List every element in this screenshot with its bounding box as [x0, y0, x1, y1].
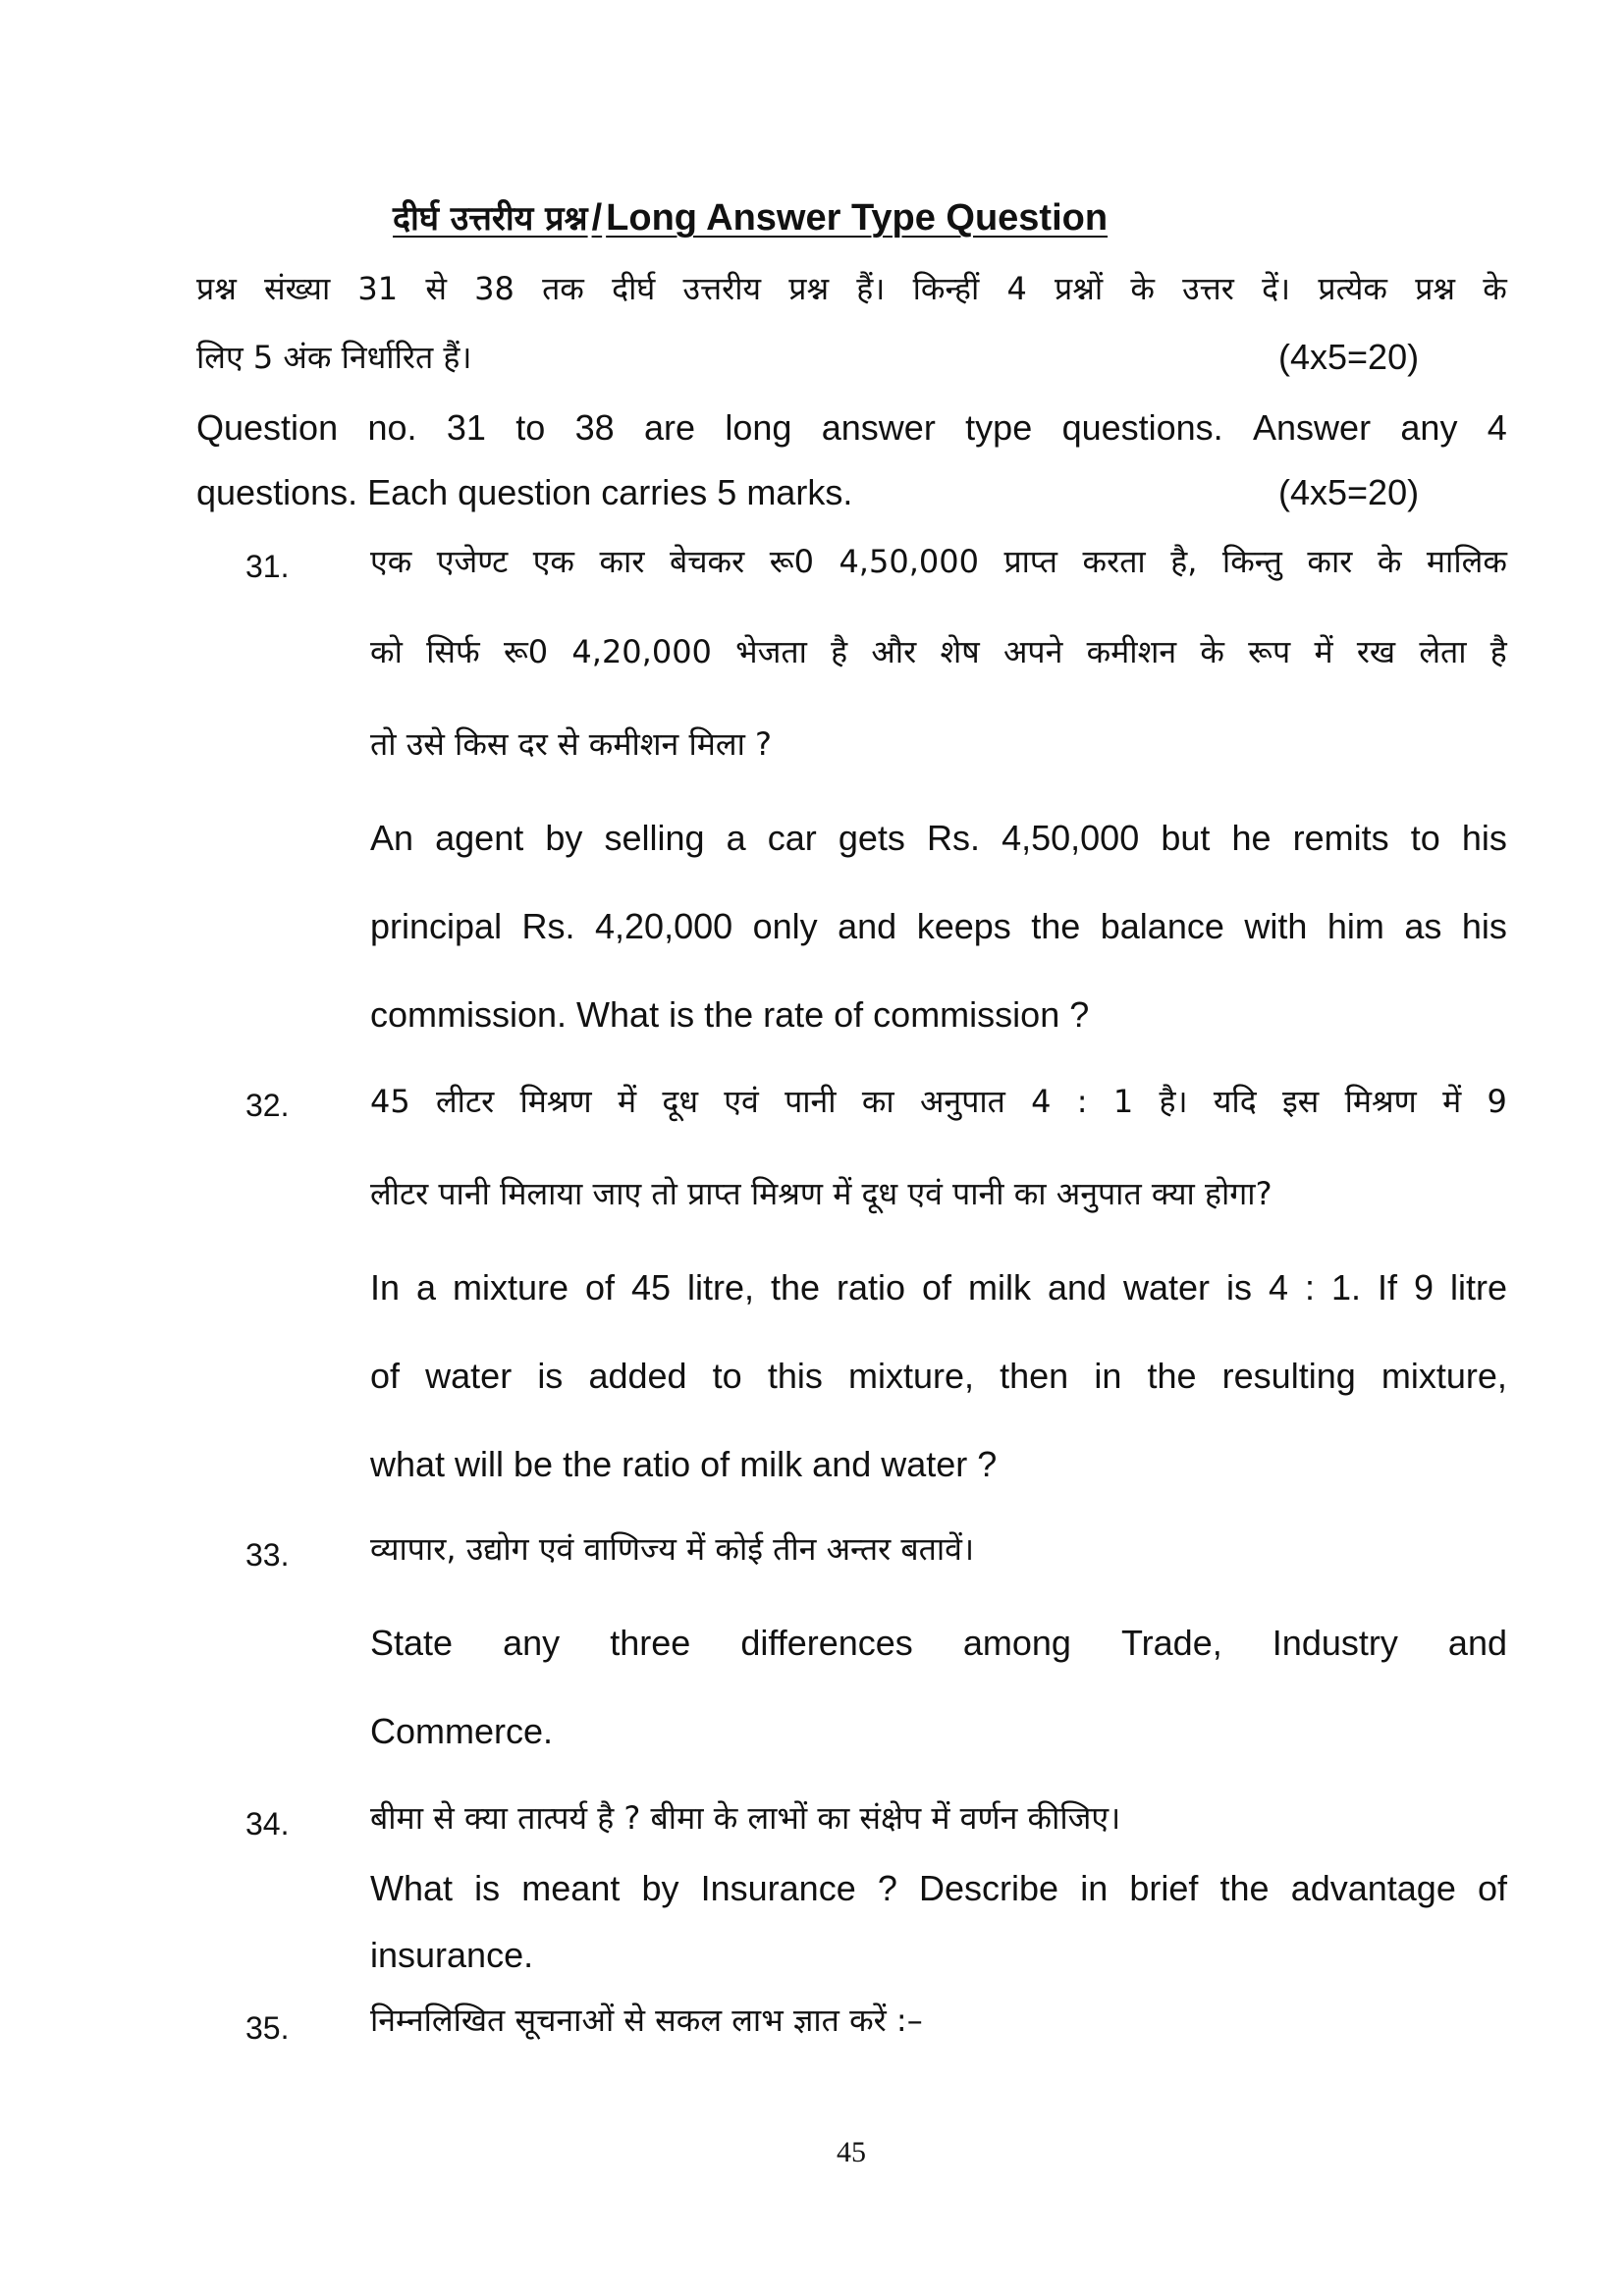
- word: advantage: [1290, 1868, 1456, 1908]
- word: दीर्घ: [612, 270, 656, 307]
- question-32-english-line-2: [370, 1355, 1507, 1398]
- word: 38: [474, 270, 514, 307]
- word: the: [1219, 1868, 1270, 1908]
- word: by: [545, 818, 583, 858]
- word: a: [726, 818, 746, 858]
- word: को: [370, 633, 403, 670]
- instructions-hindi-line-2: लिए 5 अंक निर्धारित हैं।: [196, 339, 472, 376]
- word: Insurance: [700, 1868, 856, 1908]
- word: प्राप्त: [1003, 543, 1058, 580]
- question-33-hindi-line-1: व्यापार, उद्योग एवं वाणिज्य में कोई तीन अन्तर बतावें।: [370, 1530, 975, 1568]
- word: long: [725, 407, 792, 448]
- word: है,: [1170, 543, 1198, 580]
- word: Industry: [1272, 1623, 1398, 1663]
- question-number: 33.: [245, 1537, 290, 1573]
- question-31-hindi-line-3: तो उसे किस दर से कमीशन मिला ?: [370, 725, 773, 763]
- word: है।: [1159, 1083, 1188, 1120]
- word: का: [861, 1083, 894, 1120]
- word: selling: [604, 818, 705, 858]
- word: is: [474, 1868, 501, 1908]
- word: with: [1244, 906, 1308, 946]
- question-34-english-line-1: [370, 1867, 1507, 1910]
- word: के: [1483, 270, 1507, 307]
- word: to: [712, 1356, 742, 1396]
- instructions-hindi-line-1: [196, 267, 1507, 310]
- word: this: [767, 1356, 823, 1396]
- word: water: [425, 1356, 513, 1396]
- word: to: [1410, 818, 1440, 858]
- word: भेजता: [735, 633, 807, 670]
- word: उत्तरीय: [682, 270, 762, 307]
- word: of: [370, 1356, 401, 1396]
- word: अनुपात: [919, 1083, 1005, 1120]
- word: a: [416, 1267, 437, 1308]
- word: is: [537, 1356, 564, 1396]
- word: :: [1304, 1267, 1315, 1308]
- word: कमीशन: [1086, 633, 1177, 670]
- word: किन्हीं: [912, 270, 980, 307]
- word: litre,: [687, 1267, 755, 1308]
- word: and: [838, 906, 897, 946]
- word: इस: [1281, 1083, 1320, 1120]
- word: mixture,: [1380, 1356, 1507, 1396]
- word: litre: [1449, 1267, 1507, 1308]
- word: 45: [631, 1267, 672, 1308]
- word: balance: [1100, 906, 1224, 946]
- word: Answer: [1253, 407, 1372, 448]
- word: पानी: [785, 1083, 837, 1120]
- word: of: [1477, 1868, 1507, 1908]
- word: बेचकर: [669, 543, 745, 580]
- word: and: [1447, 1623, 1507, 1663]
- word: car: [767, 818, 817, 858]
- word: के: [1377, 543, 1402, 580]
- word: सिर्फ: [426, 633, 480, 670]
- word: मालिक: [1426, 543, 1507, 580]
- heading-english: Long Answer Type Question: [606, 197, 1109, 239]
- word: If: [1377, 1267, 1397, 1308]
- instructions-english-marks: (4x5=20): [1278, 472, 1420, 512]
- word: एवं: [724, 1083, 759, 1120]
- word: 4,20,000: [595, 906, 733, 946]
- instructions-english-line-2: questions. Each question carries 5 marks.: [196, 472, 853, 512]
- word: मिश्रण: [1344, 1083, 1417, 1120]
- word: लीटर: [435, 1083, 495, 1120]
- question-31-english-line-2: [370, 905, 1507, 948]
- word: State: [370, 1623, 454, 1663]
- word: agent: [435, 818, 524, 858]
- word: remits: [1292, 818, 1389, 858]
- word: कार: [599, 543, 645, 580]
- word: What: [370, 1868, 454, 1908]
- word: 4: [1268, 1267, 1289, 1308]
- word: in: [1080, 1868, 1109, 1908]
- heading-separator: /: [591, 197, 603, 239]
- word: के: [1130, 270, 1155, 307]
- question-number: 34.: [245, 1806, 290, 1842]
- word: 4: [1031, 1083, 1052, 1120]
- word: दें।: [1262, 270, 1291, 307]
- word: added: [588, 1356, 687, 1396]
- word: 31: [446, 407, 486, 448]
- word: 4,50,000: [1001, 818, 1140, 858]
- word: और: [871, 633, 917, 670]
- word: प्रश्न: [788, 270, 830, 307]
- word: his: [1461, 818, 1507, 858]
- question-number: 31.: [245, 549, 290, 584]
- word: प्रत्येक: [1318, 270, 1387, 307]
- word: Rs.: [521, 906, 575, 946]
- question-31-hindi-line-1: [370, 540, 1507, 583]
- question-number: 32.: [245, 1088, 290, 1123]
- question-33-english-line-1: [370, 1622, 1507, 1665]
- word: रख: [1356, 633, 1396, 670]
- word: यदि: [1213, 1083, 1257, 1120]
- word: है: [831, 633, 848, 670]
- word: Question: [196, 407, 339, 448]
- word: milk: [968, 1267, 1031, 1308]
- word: 4: [1487, 407, 1507, 448]
- instructions-hindi-marks: (4x5=20): [1278, 337, 1420, 377]
- word: differences: [740, 1623, 913, 1663]
- word: any: [503, 1623, 561, 1663]
- word: any: [1400, 407, 1458, 448]
- question-32-english-line-1: [370, 1266, 1507, 1309]
- word: Trade,: [1121, 1623, 1222, 1663]
- word: करता: [1082, 543, 1146, 580]
- word: are: [643, 407, 696, 448]
- word: principal: [370, 906, 503, 946]
- word: mixture: [453, 1267, 569, 1308]
- word: 4,20,000: [571, 633, 712, 670]
- word: मिश्रण: [519, 1083, 592, 1120]
- word: 4,50,000: [839, 543, 979, 580]
- word: 9: [1413, 1267, 1434, 1308]
- word: in: [1094, 1356, 1122, 1396]
- word: he: [1231, 818, 1272, 858]
- question-32-hindi-line-1: [370, 1080, 1507, 1123]
- word: of: [585, 1267, 616, 1308]
- word: दूध: [662, 1083, 699, 1120]
- section-heading: [393, 194, 1108, 240]
- word: के: [1200, 633, 1224, 670]
- word: meant: [521, 1868, 621, 1908]
- word: रूप: [1248, 633, 1291, 670]
- question-number: 35.: [245, 2010, 290, 2046]
- page-number: 45: [837, 2136, 866, 2168]
- word: only: [752, 906, 818, 946]
- question-31-hindi-line-2: [370, 630, 1507, 673]
- word: एक: [532, 543, 574, 580]
- word: 1: [1112, 1083, 1134, 1120]
- word: में: [617, 1083, 637, 1120]
- question-31-english-line-1: [370, 817, 1507, 860]
- word: the: [771, 1267, 821, 1308]
- word: An: [370, 818, 414, 858]
- word: अपने: [1002, 633, 1063, 670]
- question-32-hindi-line-2: लीटर पानी मिलाया जाए तो प्राप्त मिश्रण में दूध एवं पानी का अनुपात क्या होगा?: [370, 1175, 1272, 1212]
- word: एजेण्ट: [436, 543, 509, 580]
- word: keeps: [916, 906, 1011, 946]
- word: resulting: [1221, 1356, 1356, 1396]
- word: by: [641, 1868, 679, 1908]
- word: three: [610, 1623, 691, 1663]
- word: Describe: [919, 1868, 1059, 1908]
- word: 4: [1006, 270, 1027, 307]
- word: water: [1123, 1267, 1211, 1308]
- question-32-english-line-3: what will be the ratio of milk and water ?: [370, 1444, 998, 1484]
- word: gets: [838, 818, 905, 858]
- word: प्रश्न: [1415, 270, 1456, 307]
- word: 31: [357, 270, 399, 307]
- word: among: [962, 1623, 1071, 1663]
- word: as: [1404, 906, 1442, 946]
- question-35-hindi-line-1: निम्नलिखित सूचनाओं से सकल लाभ ज्ञात करें :–: [370, 2002, 923, 2039]
- word: his: [1461, 906, 1507, 946]
- word: no.: [367, 407, 417, 448]
- word: लेता: [1419, 633, 1467, 670]
- word: is: [1226, 1267, 1253, 1308]
- word: रू0: [503, 633, 549, 670]
- word: से: [425, 270, 447, 307]
- word: किन्तु: [1221, 543, 1282, 580]
- heading-hindi: दीर्घ उत्तरीय प्रश्न: [393, 199, 588, 239]
- word: answer: [821, 407, 936, 448]
- question-34-english-line-2: insurance.: [370, 1935, 534, 1975]
- word: प्रश्न: [196, 270, 237, 307]
- word: of: [922, 1267, 952, 1308]
- word: brief: [1129, 1868, 1199, 1908]
- word: उत्तर: [1182, 270, 1234, 307]
- word: तक: [542, 270, 584, 307]
- word: to: [515, 407, 546, 448]
- word: संख्या: [264, 270, 331, 307]
- word: रू0: [769, 543, 814, 580]
- word: प्रश्नों: [1055, 270, 1104, 307]
- word: then: [1000, 1356, 1069, 1396]
- word: 1.: [1330, 1267, 1361, 1308]
- word: है: [1489, 633, 1507, 670]
- word: 45: [370, 1083, 410, 1120]
- word: the: [1147, 1356, 1197, 1396]
- question-33-english-line-2: Commerce.: [370, 1711, 554, 1751]
- word: him: [1326, 906, 1384, 946]
- word: type: [965, 407, 1033, 448]
- word: एक: [370, 543, 412, 580]
- question-34-hindi-line-1: बीमा से क्या तात्पर्य है ? बीमा के लाभों का संक्षेप में वर्णन कीजिए।: [370, 1799, 1121, 1837]
- word: 9: [1487, 1083, 1507, 1120]
- word: Rs.: [926, 818, 980, 858]
- word: शेष: [940, 633, 980, 670]
- word: में: [1314, 633, 1333, 670]
- word: questions.: [1061, 407, 1223, 448]
- instructions-english-line-1: [196, 406, 1507, 450]
- word: mixture,: [847, 1356, 975, 1396]
- word: हैं।: [856, 270, 886, 307]
- word: ?: [877, 1868, 897, 1908]
- word: the: [1031, 906, 1081, 946]
- word: :: [1076, 1083, 1088, 1120]
- word: में: [1442, 1083, 1462, 1120]
- word: कार: [1307, 543, 1353, 580]
- question-31-english-line-3: commission. What is the rate of commission ?: [370, 994, 1090, 1035]
- word: but: [1161, 818, 1211, 858]
- word: ratio: [837, 1267, 906, 1308]
- word: 38: [574, 407, 615, 448]
- word: In: [370, 1267, 401, 1308]
- word: and: [1047, 1267, 1108, 1308]
